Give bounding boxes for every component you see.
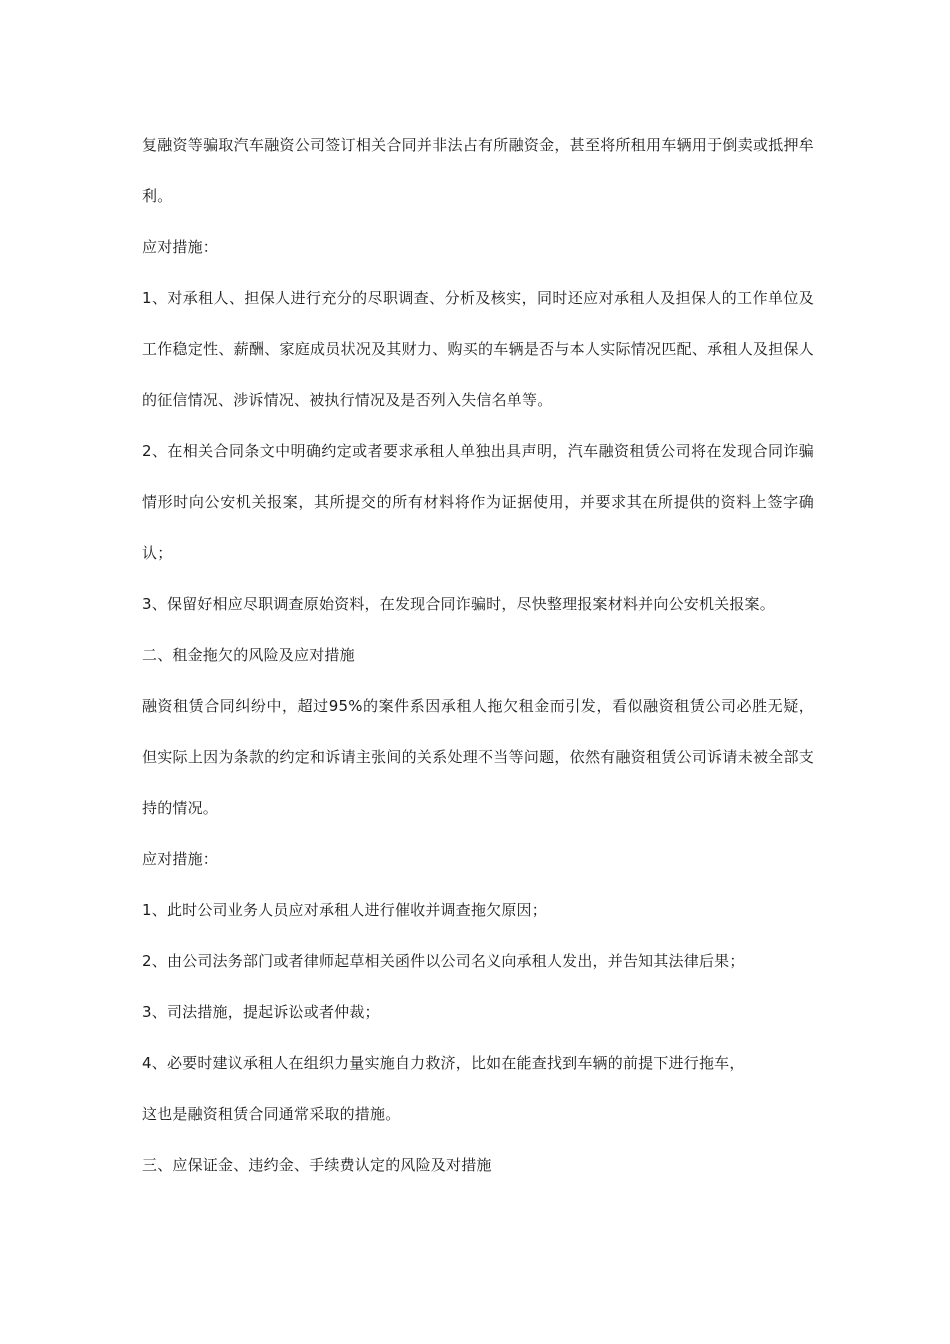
document-body	[142, 120, 814, 1191]
paragraph-rent-arrears: 融资租赁合同纠纷中，超过95%的案件系因承租人拖欠租金而引发，看似融资租赁公司必胜无疑，但实际上因为条款的约定和诉请主张间的关系处理不当等问题，依然有融资租赁公司诉请未被全部支持的情况。	[142, 697, 814, 817]
list-item-3: 3、保留好相应尽职调查原始资料，在发现合同诈骗时，尽快整理报案材料并向公安机关报案。	[142, 595, 775, 613]
list-item-4-continuation: 这也是融资租赁合同通常采取的措施。	[142, 1105, 401, 1123]
paragraph-continuation: 复融资等骗取汽车融资公司签订相关合同并非法占有所融资金，甚至将所租用车辆用于倒卖或抵押牟利。	[142, 136, 814, 205]
list-item-3: 3、司法措施，提起诉讼或者仲裁；	[142, 1003, 380, 1021]
list-item-1: 1、此时公司业务人员应对承租人进行催收并调查拖欠原因；	[142, 901, 547, 919]
list-item-4: 4、必要时建议承租人在组织力量实施自力救济，比如在能查找到车辆的前提下进行拖车，	[142, 1054, 745, 1072]
list-item-2: 2、由公司法务部门或者律师起草相关函件以公司名义向承租人发出，并告知其法律后果；	[142, 952, 745, 970]
section-heading-2: 二、租金拖欠的风险及应对措施	[142, 646, 355, 664]
list-item-2: 2、在相关合同条文中明确约定或者要求承租人单独出具声明，汽车融资租赁公司将在发现合同诈骗情形时向公安机关报案，其所提交的所有材料将作为证据使用，并要求其在所提供的资料上签字确认；	[142, 442, 814, 562]
section-heading-3: 三、应保证金、违约金、手续费认定的风险及对措施	[142, 1156, 492, 1174]
heading-countermeasures: 应对措施：	[142, 238, 219, 256]
heading-countermeasures: 应对措施：	[142, 850, 219, 868]
list-item-1: 1、对承租人、担保人进行充分的尽职调查、分析及核实，同时还应对承租人及担保人的工作单位及工作稳定性、薪酬、家庭成员状况及其财力、购买的车辆是否与本人实际情况匹配、承租人及担保人的征信情况、涉诉情况、被执行情况及是否列入失信名单等。	[142, 289, 814, 409]
